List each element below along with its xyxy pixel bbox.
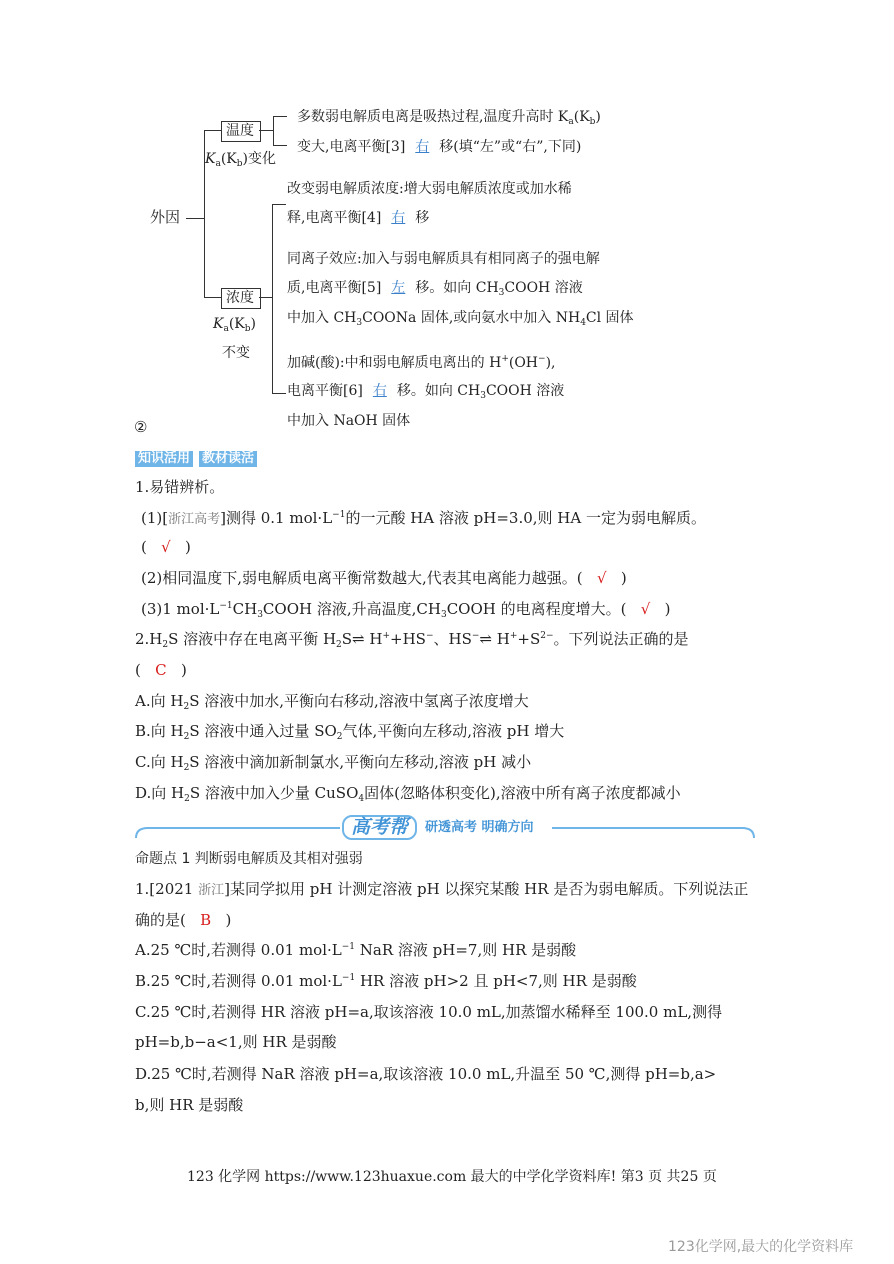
answer-check-3: √ xyxy=(640,600,651,618)
conc-branch xyxy=(259,297,273,298)
conc-item2-line1: 同离子效应:加入与弱电解质具有相同离子的强电解 xyxy=(287,251,600,267)
tag-knowledge-use: 知识活用 xyxy=(135,451,193,467)
conc-brace xyxy=(272,204,273,394)
tag-textbook-read: 教材读活 xyxy=(199,451,257,467)
sec1-title: 1.易错辨析。 xyxy=(135,478,225,496)
sec2-option-b: B.向 $H_2S$ 溶液中通入过量 $SO_2$气体,平衡向左移动,溶液 pH 增大 xyxy=(135,722,565,742)
conc-box-subtitle2: 不变 xyxy=(222,345,250,361)
sec2-option-a: A.向 $H_2S$ 溶液中加水,平衡向右移动,溶液中氢离子浓度增大 xyxy=(135,692,529,712)
conc-item3-line1: 加碱(酸):中和弱电解质电离出的 H+(OH−), xyxy=(287,354,556,371)
conc-item1-line2: 释,电离平衡[4] 右 移 xyxy=(287,210,430,226)
answer-3: 右 xyxy=(415,139,430,155)
answer-check-1: √ xyxy=(161,538,171,556)
sec2-answer: ( C ) xyxy=(135,661,187,679)
sec2-option-d: D.向 $H_2S$ 溶液中加入少量 CuSO$_4$固体(忽略体积变化),溶液中所有离子浓度都减小 xyxy=(135,784,681,804)
sec1-q1: (1)[浙江高考]测得 0.1 $mol\cdot L^{-1}$的一元酸 HA 溶液 pH=3.0,则 HA 一定为弱电解质。 xyxy=(141,509,706,527)
temp-desc-line2: 变大,电离平衡[3] 右 移(填“左”或“右”,下同) xyxy=(297,139,582,155)
sec1-q2: (2)相同温度下,弱电解质电离平衡常数越大,代表其电离能力越强。( √ ) xyxy=(141,569,627,587)
conc-item2-line3: 中加入 $CH_3COONa$ 固体,或向氨水中加入 $NH_4Cl$ 固体 xyxy=(287,310,634,328)
answer-6: 右 xyxy=(372,383,387,399)
temp-brace xyxy=(273,116,274,146)
sec3-stem-line2: 确的是( B ) xyxy=(135,911,232,929)
answer-check-2: √ xyxy=(596,569,607,587)
sec3-option-c-line2: pH=b,b−a<1,则 HR 是弱酸 xyxy=(135,1033,337,1051)
source-tag-zhejiang: 浙江 xyxy=(198,883,225,898)
conc-connector xyxy=(204,297,222,298)
sec1-q3: (3)1 $mol\cdot L^{-1}CH_3COOH$ 溶液,升高温度$,CH_3COOH$ 的电离程度增大。( √ ) xyxy=(141,600,671,620)
temp-desc-line1: 多数弱电解质电离是吸热过程,温度升高时 $K_a(K_b)$ xyxy=(297,109,601,127)
answer-5: 左 xyxy=(391,280,406,296)
conc-box-subtitle: $K_a(K_b)$ xyxy=(213,316,256,334)
conc-item3-line2: 电离平衡[6] 右 移。如向 $CH_3COOH$ 溶液 xyxy=(287,383,565,401)
conc-item1-line1: 改变弱电解质浓度:增大弱电解质浓度或加水稀 xyxy=(287,181,572,197)
sec3-stem: 1.[2021 浙江]某同学拟用 pH 计测定溶液 pH 以探究某酸 HR 是否为弱电解质。下列说法正 xyxy=(135,880,749,898)
sec1-q1-answer: ( √ ) xyxy=(141,538,191,556)
sec2-stem: $2.H_2S$ 溶液中存在电离平衡 $H_2S\rightleftharpoons$ H++HS−、HS−⇌ $H^++S^{2-}$。下列说法正确的是 xyxy=(135,630,689,650)
outer-factor-label: 外因 xyxy=(150,208,181,226)
conc-item3-line3: 中加入 NaOH 固体 xyxy=(287,413,411,429)
answer-4: 右 xyxy=(391,210,406,226)
conc-item2-line2: 质,电离平衡[5] 左 移。如向 $CH_3COOH$ 溶液 xyxy=(287,280,583,298)
banner-logo: 高考帮 xyxy=(342,815,417,840)
sec3-option-d-line2: b,则 HR 是弱酸 xyxy=(135,1096,244,1114)
sec2-option-c: C.向 $H_2S$ 溶液中滴加新制氯水,平衡向左移动,溶液 pH 减小 xyxy=(135,753,532,773)
sec3-option-c-line1: C.25 ℃时,若测得 HR 溶液 pH=a,取该溶液 10.0 mL,加蒸馏水稀释至 100.0 mL,测得 xyxy=(135,1003,723,1021)
sec3-option-d-line1: D.25 ℃时,若测得 NaR 溶液 pH=a,取该溶液 10.0 mL,升温至 50 ℃,测得 pH=b,a> xyxy=(135,1065,717,1083)
circle-number: ② xyxy=(134,418,148,436)
outer-connector xyxy=(186,218,204,219)
temp-box-label: 温度 xyxy=(226,123,254,139)
source-tag: 浙江高考 xyxy=(168,512,221,527)
answer-choice-c: C xyxy=(155,661,167,679)
answer-choice-b: B xyxy=(200,911,212,929)
temp-connector xyxy=(204,130,222,131)
sec3-option-a: A.25 ℃时,若测得 0.01 $mol\cdot L^{-1}$ NaR 溶液 pH=7,则 HR 是弱酸 xyxy=(135,941,577,959)
sec3-heading: 命题点 1 判断弱电解质及其相对强弱 xyxy=(135,851,363,867)
page-footer: 123 化学网 https://www.123huaxue.com 最大的中学化学资料库! 第3 页 共25 页 xyxy=(187,1169,717,1185)
conc-box-label: 浓度 xyxy=(226,290,254,306)
banner-slogan: 研透高考 明确方向 xyxy=(425,820,534,835)
temp-branch xyxy=(259,130,273,131)
temp-box-subtitle: $K_a(K_b)$变化 xyxy=(205,151,276,169)
watermark: 123化学网,最大的化学资料库 xyxy=(668,1239,854,1255)
sec3-option-b: B.25 ℃时,若测得 0.01 $mol\cdot L^{-1}$ HR 溶液 pH>2 且 pH<7,则 HR 是弱酸 xyxy=(135,972,637,990)
